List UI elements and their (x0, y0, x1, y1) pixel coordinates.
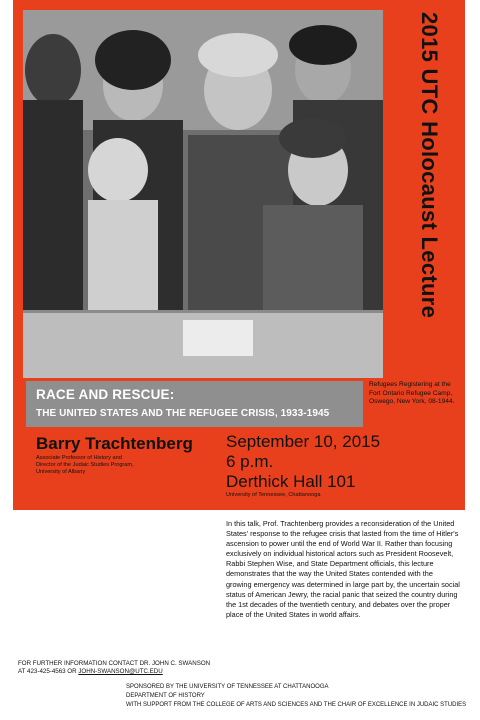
sponsor-line: SPONSORED BY THE UNIVERSITY OF TENNESSEE AT CHATTANOOGA (126, 684, 329, 690)
lecture-title-banner (26, 381, 363, 427)
speaker-name: Barry Trachtenberg (36, 434, 193, 453)
contact-info (18, 660, 278, 676)
lecture-series-title: 2015 UTC Holocaust Lecture (417, 12, 442, 319)
event-institution: University of Tennessee, Chattanooga (226, 492, 321, 498)
sponsor-line: WITH SUPPORT FROM THE COLLEGE OF ARTS AND SCIENCES AND THE CHAIR OF EXCELLENCE IN JUDAIC STUDIES (126, 702, 467, 708)
contact-line: FOR FURTHER INFORMATION CONTACT DR. JOHN C. SWANSON (18, 660, 211, 667)
speaker-role-line: University of Albany (36, 469, 86, 475)
contact-line (18, 668, 278, 676)
contact-email-link[interactable]: JOHN-SWANSON@UTC.EDU (78, 668, 163, 675)
sponsor-line: DEPARTMENT OF HISTORY (126, 693, 205, 699)
sponsor-info (126, 683, 471, 710)
event-time: 6 p.m. (226, 452, 274, 471)
contact-phone: AT 423-425-4563 OR (18, 668, 79, 675)
lecture-title: RACE AND RESCUE: (36, 387, 175, 402)
lecture-description: In this talk, Prof. Trachtenberg provides a reconsideration of the United States' response to the refugee crisis that lasted from the time of Hitler's ascension to power until the end of World War II. Rather than focusing exclusively on individual historical actors such as President Roosevelt, Rabbi Stephen Wise, and State Department officials, this lecture demonstrates that the way the United States contended with the growing emergency was determined in large part by, the uncertain social status of American Jewry, the racial panic that seized the country during the 1st decades of the twentieth century, and debates over the proper place of the United States in world affairs. (226, 519, 460, 619)
speaker-role-line: Director of the Judaic Studies Program, (36, 462, 134, 468)
event-venue: Derthick Hall 101 (226, 472, 356, 491)
speaker-role (36, 455, 186, 476)
event-date: September 10, 2015 (226, 432, 381, 451)
photo-caption-line: Refugees Registering at the (369, 381, 451, 388)
photo-caption-line: Oswego, New York, 08-1944. (369, 398, 455, 406)
photo-illustration (23, 10, 383, 378)
speaker-role-line: Associate Professor of History and (36, 455, 122, 461)
photo-caption-line: Fort Ontario Refugee Camp, (369, 389, 453, 397)
lecture-subtitle: THE UNITED STATES AND THE REFUGEE CRISIS, 1933-1945 (36, 408, 330, 419)
refugee-photograph (23, 10, 383, 378)
photo-caption (369, 381, 465, 407)
